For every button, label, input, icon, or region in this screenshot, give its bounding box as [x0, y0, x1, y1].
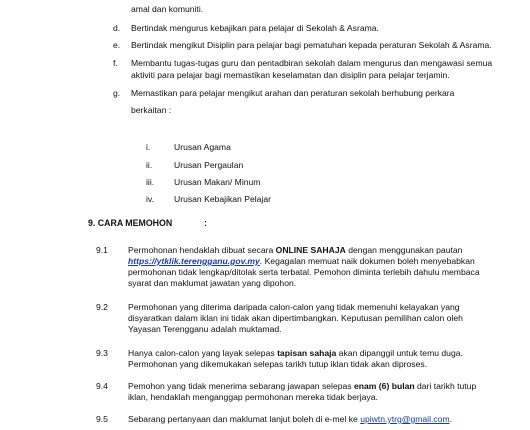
item-number: 9.5 — [96, 414, 108, 424]
subitem-text: Urusan Kebajikan Pelajar — [174, 194, 271, 204]
portal-link[interactable]: https://ytklik.terengganu.gov.my — [128, 256, 260, 266]
duty-marker-e: e. — [113, 40, 121, 50]
item-number: 9.2 — [96, 302, 108, 312]
continuation-text: amal dan komuniti. — [131, 4, 204, 14]
item-9-4-line2: iklan, hendaklah menganggap permohonan mereka tidak berjaya. — [128, 392, 378, 402]
item-9-2-line1: Permohonan yang diterima daripada calon-calon yang tidak memenuhi kelayakan yang — [128, 302, 460, 312]
duty-marker-f: f. — [113, 58, 118, 68]
item-9-1-line1: Permohonan hendaklah dibuat secara ONLINE SAHAJA dengan menggunakan pautan — [128, 245, 463, 255]
item-9-1-line2: https://ytklik.terengganu.gov.my. Kegagalan memuat naik dokumen boleh menyebabkan — [128, 256, 475, 266]
duty-text-f-line1: Membantu tugas-tugas guru dan pentadbiran sekolah dalam mengurus dan mengawasi semua — [131, 58, 493, 68]
item-9-5-line1: Sebarang pertanyaan dan maklumat lanjut boleh di e-mel ke upiwtn.ytrg@gmail.com. — [128, 414, 453, 424]
duty-text-g-line2: berkaitan : — [131, 105, 172, 115]
item-9-2-line2: disyaratkan dalam iklan ini tidak akan dipertimbangkan. Keputusan pemilihan calon oleh — [128, 313, 463, 323]
subitem-text: Urusan Pergaulan — [174, 160, 244, 170]
duty-text-g-line1: Memastikan para pelajar mengikut arahan dan peraturan sekolah berhubung perkara — [131, 88, 455, 98]
subitem-marker: iv. — [146, 194, 154, 204]
subitem-text: Urusan Makan/ Minum — [174, 177, 261, 187]
subitem-marker: i. — [146, 142, 151, 152]
item-9-1-line4: syarat dan maklumat jawatan yang dipohon. — [128, 278, 297, 288]
item-9-4-line1: Pemohon yang tidak menerima sebarang jawapan selepas enam (6) bulan dari tarikh tutup — [128, 381, 477, 391]
email-link[interactable]: upiwtn.ytrg@gmail.com — [360, 414, 450, 424]
subitem-marker: ii. — [146, 160, 153, 170]
item-9-3-line1: Hanya calon-calon yang layak selepas tapisan sahaja akan dipanggil untuk temu duga. — [128, 348, 463, 358]
duty-text-e: Bertindak mengikut Disiplin para pelajar bagi pematuhan kepada peraturan Sekolah & Asrama. — [131, 40, 492, 50]
item-9-2-line3: Yayasan Terengganu adalah muktamad. — [128, 324, 282, 334]
duty-text-f-line2: aktiviti para pelajar bagi memastikan keselamatan dan disiplin para pelajar terjamin. — [131, 70, 450, 80]
subitem-marker: iii. — [146, 177, 155, 187]
item-number: 9.3 — [96, 348, 108, 358]
duty-marker-d: d. — [113, 23, 121, 33]
item-number: 9.4 — [96, 381, 108, 391]
section-heading: 9. CARA MEMOHON — [88, 218, 173, 228]
section-heading-colon: : — [204, 218, 207, 228]
duty-text-d: Bertindak mengurus kebajikan para pelajar di Sekolah & Asrama. — [131, 23, 379, 33]
item-9-1-line3: permohonan tidak lengkap/ditolak serta terbatal. Pemohon diminta terlebih dahulu membaca — [128, 267, 480, 277]
item-number: 9.1 — [96, 245, 108, 255]
duty-marker-g: g. — [113, 88, 121, 98]
subitem-text: Urusan Agama — [174, 142, 231, 152]
item-9-3-line2: Permohonan yang dikemukakan selepas tarikh tutup iklan tidak akan diproses. — [128, 359, 428, 369]
